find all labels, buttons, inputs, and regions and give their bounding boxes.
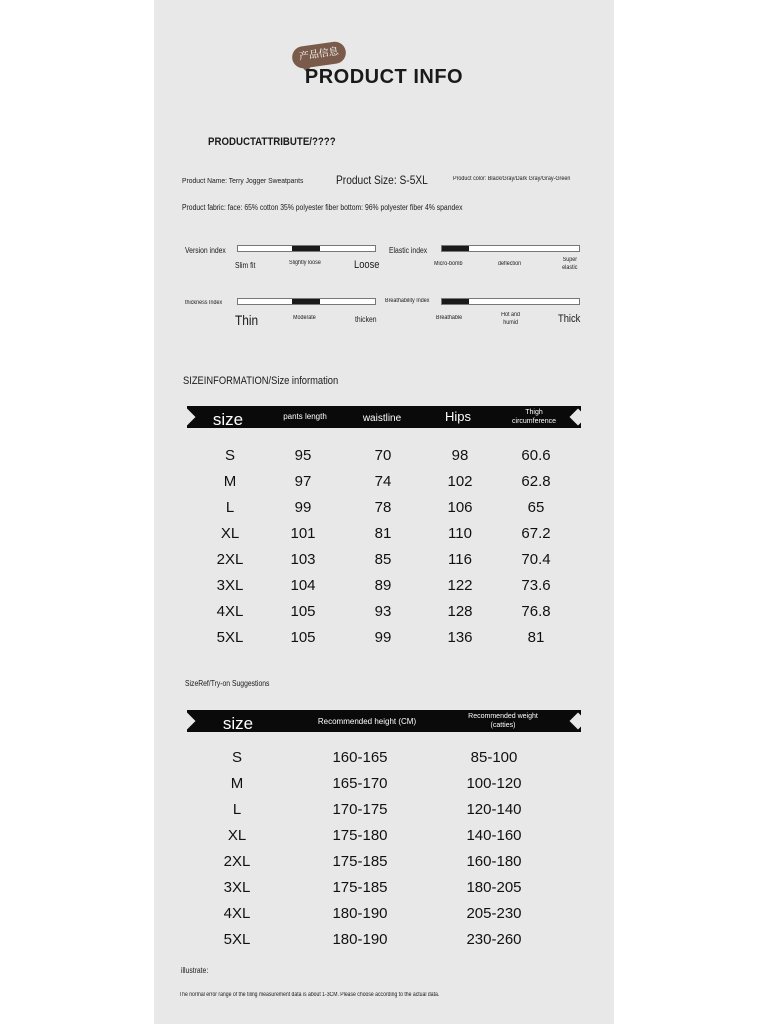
header-notch [570,409,587,426]
size-info-header-bar [187,406,581,428]
table-cell: 85-100 [470,749,518,766]
thickness-index-fill [292,299,320,304]
product-fabric: Product fabric: face: 65% cotton 35% polyester fiber bottom: 96% polyester fiber 4% spandex [182,203,463,212]
table-cell: 85 [374,551,392,568]
version-option-3: Loose [354,259,380,271]
version-option-1: Slim fit [235,261,256,270]
elastic-index-label: Elastic index [389,246,428,255]
elastic-option-2: deflection [498,261,522,267]
table-cell: 67.2 [521,525,551,542]
table-row [154,473,614,499]
table-row [154,629,614,655]
table-cell: 81 [527,629,545,646]
pants-length-col-header: pants length [283,412,327,421]
thickness-option-1: Thin [235,312,259,328]
table-row [154,749,614,775]
table-cell: 95 [294,447,312,464]
waistline-col-header: waistline [362,413,402,424]
breathability-option-2: Hot and humid [501,312,521,326]
table-cell: 70.4 [521,551,551,568]
table-cell: 99 [294,499,312,516]
header-notch [570,713,587,730]
height-col-header: Recommended height (CM) [317,717,417,726]
size-ref-heading: SizeRef/Try-on Suggestions [185,679,270,688]
table-cell: 81 [374,525,392,542]
table-cell: 175-185 [332,853,388,870]
table-row [154,879,614,905]
table-cell: 122 [447,577,473,594]
illustrate-label: illustrate: [181,966,209,975]
table-row [154,551,614,577]
table-cell: 175-180 [332,827,388,844]
table-cell: 73.6 [521,577,551,594]
table-cell: 116 [448,551,472,568]
table-cell: XL [220,525,240,542]
table-cell: 100-120 [466,775,522,792]
table-cell: 140-160 [466,827,522,844]
table-row [154,827,614,853]
table-cell: 136 [447,629,473,646]
table-cell: XL [227,827,247,844]
table-cell: 230-260 [466,931,522,948]
table-cell: 3XL [223,879,251,896]
table-cell: 65 [527,499,545,516]
version-index-label: Version index [185,246,226,255]
table-cell: S [231,749,242,766]
thickness-option-3: thicken [355,315,377,324]
table-row [154,447,614,473]
weight-col-header: Recommended weight (catties) [468,713,538,729]
elastic-option-1: Micro-bomb [434,261,463,267]
table-row [154,525,614,551]
table-cell: 98 [451,447,469,464]
page-title: PRODUCT INFO [304,66,464,88]
table-cell: 99 [374,629,392,646]
table-cell: 104 [290,577,316,594]
table-cell: 2XL [216,551,244,568]
elastic-index-fill [442,246,469,251]
size-col-header: size [212,410,244,429]
size-col-header: size [222,714,254,733]
product-color: Product color: Black/Gray/Dark Gray/Gray-Green [453,176,571,182]
table-cell: 2XL [223,853,251,870]
size-ref-header-bar [187,710,581,732]
table-cell: 62.8 [521,473,551,490]
product-info-panel [154,0,614,1024]
thickness-index-bar [237,298,376,305]
table-cell: 110 [448,525,472,542]
table-cell: 76.8 [521,603,551,620]
table-cell: 70 [374,447,392,464]
table-cell: 105 [290,603,316,620]
table-cell: 103 [290,551,316,568]
table-cell: 120-140 [466,801,522,818]
version-index-fill [292,246,320,251]
table-cell: 101 [290,525,316,542]
breathability-index-bar [441,298,580,305]
table-cell: 5XL [216,629,244,646]
table-row [154,775,614,801]
header-notch [179,713,196,730]
table-cell: 5XL [223,931,251,948]
table-cell: 180-190 [332,905,388,922]
table-cell: 4XL [216,603,244,620]
table-cell: 170-175 [332,801,388,818]
table-cell: 175-185 [332,879,388,896]
cn-tag-badge: 产品信息 [291,40,348,69]
table-cell: 78 [374,499,392,516]
version-option-2: Slightly loose [289,260,321,266]
table-row [154,931,614,957]
elastic-option-3: Super elastic [562,257,578,271]
table-row [154,905,614,931]
table-cell: 205-230 [466,905,522,922]
thickness-option-2: Moderate [293,315,316,321]
breathability-option-3: Thick [558,313,581,325]
table-cell: 106 [447,499,473,516]
header-notch [179,409,196,426]
table-row [154,499,614,525]
thickness-index-label: thickness Index [185,300,223,306]
measurement-note: The normal error range of the tiling measurement data is about 1-3CM. Please choose according to the actual data. [179,992,440,998]
table-cell: 128 [447,603,473,620]
table-cell: 74 [374,473,392,490]
table-cell: 165-170 [332,775,388,792]
table-row [154,853,614,879]
table-cell: M [223,473,237,490]
hips-col-header: Hips [444,409,471,424]
table-cell: 3XL [216,577,244,594]
table-cell: 4XL [223,905,251,922]
table-cell: 93 [374,603,392,620]
table-row [154,801,614,827]
product-name: Product Name: Terry Jogger Sweatpants [182,176,304,185]
table-cell: 60.6 [521,447,551,464]
table-cell: 102 [447,473,473,490]
thigh-col-header: Thigh circumference [512,409,556,425]
elastic-index-bar [441,245,580,252]
table-cell: 160-165 [332,749,388,766]
table-cell: 180-190 [332,931,388,948]
table-cell: 105 [290,629,316,646]
table-cell: 89 [374,577,392,594]
table-cell: L [225,499,235,516]
table-cell: 160-180 [466,853,522,870]
table-cell: 97 [294,473,312,490]
table-cell: 180-205 [466,879,522,896]
table-cell: M [230,775,244,792]
size-info-heading: SIZEINFORMATION/Size information [183,375,339,387]
product-size: Product Size: S-5XL [336,173,428,187]
breathability-option-1: Breathable [436,315,463,321]
version-index-bar [237,245,376,252]
table-cell: S [224,447,235,464]
table-row [154,603,614,629]
table-cell: L [232,801,242,818]
table-row [154,577,614,603]
breathability-index-label: Breathability Index [385,298,430,304]
attribute-heading: PRODUCTATTRIBUTE/???? [208,136,336,148]
breathability-index-fill [442,299,469,304]
